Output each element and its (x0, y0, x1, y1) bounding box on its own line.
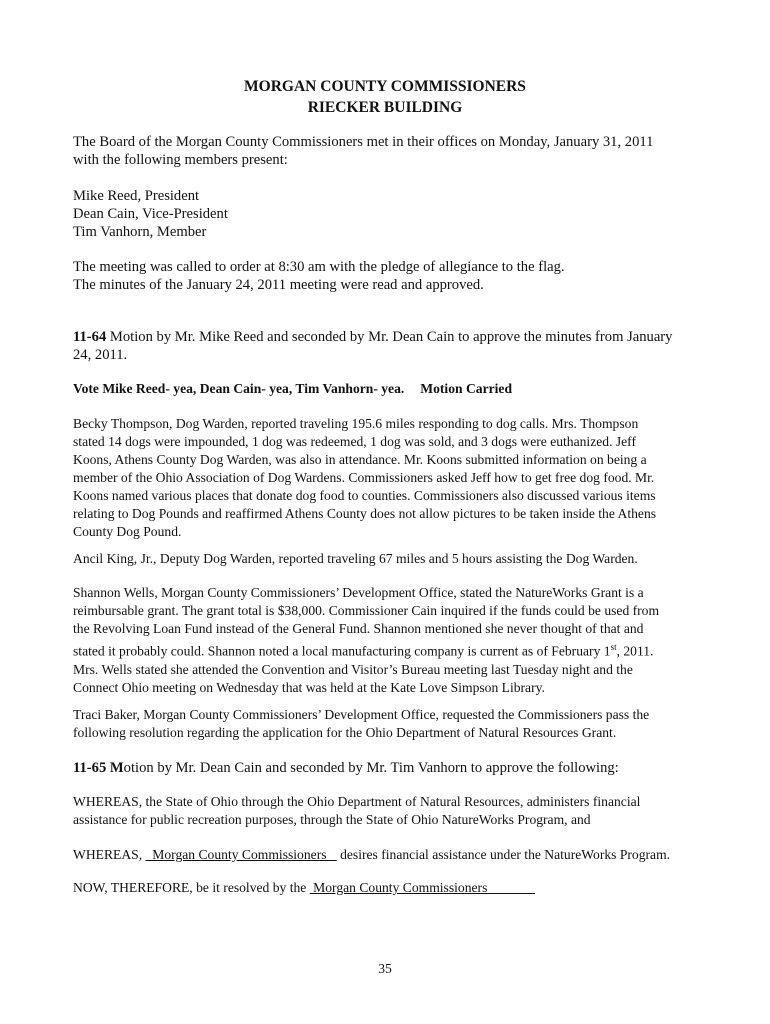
deputy-paragraph (73, 550, 705, 568)
text-line: reimbursable grant. The grant total is $38,000. Commissioner Cain inquired if the funds could be used from (73, 603, 660, 618)
intro-paragraph (73, 133, 705, 169)
traci-paragraph (73, 706, 705, 742)
underlined-entity: Morgan County Commissioners (145, 847, 337, 862)
vote-result: Motion Carried (420, 381, 513, 396)
member-item: Mike Reed, President (73, 188, 200, 204)
text-line: with the following members present: (73, 152, 288, 168)
text-line: Koons named various places that donate dog food to counties. Commissioners also discussed various items (73, 488, 656, 503)
title-line-2: RIECKER BUILDING (307, 99, 463, 116)
text-line: stated 14 dogs were impounded, 1 dog was redeemed, 1 dog was sold, and 3 dogs were euthanized. Jeff (73, 434, 636, 449)
motion-number: 11-65 M (73, 760, 124, 776)
member-item: Dean Cain, Vice-President (73, 206, 228, 222)
text-line: Becky Thompson, Dog Warden, reported traveling 195.6 miles responding to dog calls. Mrs. Thompson (73, 416, 639, 431)
text-line: assistance for public recreation purposes, through the State of Ohio NatureWorks Program, and (73, 812, 591, 827)
text-line: Connect Ohio meeting on Wednesday that was held at the Kate Love Simpson Library. (73, 679, 545, 695)
member-item: Tim Vanhorn, Member (73, 224, 207, 240)
text-line: 24, 2011. (73, 347, 128, 363)
whereas-paragraph-2: WHEREAS, Morgan County Commissioners desires financial assistance under the NatureWorks Program. (73, 847, 671, 862)
text-line: Koons, Athens County Dog Warden, was also in attendance. Mr. Koons submitted information on being a (73, 452, 647, 467)
text-line: relating to Dog Pounds and reaffirmed Athens County does not allow pictures to be taken inside the Athens (73, 506, 657, 521)
text-line: Shannon Wells, Morgan County Commissioners’ Development Office, stated the NatureWorks Grant is a (73, 585, 644, 600)
text-line (73, 328, 705, 346)
vote-line (73, 380, 705, 398)
text-line: Mrs. Wells stated she attended the Convention and Visitor’s Bureau meeting last Tuesday night and the (73, 661, 633, 677)
text-line: following resolution regarding the application for the Ohio Department of Natural Resources Grant. (73, 725, 617, 740)
motion-number: 11-64 (73, 329, 107, 345)
text-line: The minutes of the January 24, 2011 meeting were read and approved. (73, 277, 484, 293)
text-line: The Board of the Morgan County Commissioners met in their offices on Monday, January 31, 2011 (73, 134, 654, 150)
motion-text: otion by Mr. Dean Cain and seconded by Mr. Tim Vanhorn to approve the following: (123, 760, 619, 776)
text-line: The meeting was called to order at 8:30 am with the pledge of allegiance to the flag. (73, 259, 565, 275)
text-line: County Dog Pound. (73, 524, 182, 539)
motion-11-64 (73, 328, 705, 364)
page-number: 35 (378, 961, 392, 976)
dog-warden-paragraph (73, 415, 705, 541)
motion-text: Motion by Mr. Mike Reed and seconded by Mr. Dean Cain to approve the minutes from January (106, 329, 673, 345)
text-line: the Revolving Loan Fund instead of the General Fund. Shannon mentioned she never thought of that and (73, 621, 644, 636)
now-therefore-paragraph: NOW, THEREFORE, be it resolved by the Morgan County Commissioners (73, 880, 535, 895)
page-title (0, 76, 770, 118)
underlined-entity: Morgan County Commissioners (309, 880, 535, 895)
text-line: member of the Ohio Association of Dog Wardens. Commissioners asked Jeff how to get free dog food. Mr. (73, 470, 655, 485)
text-line: Ancil King, Jr., Deputy Dog Warden, reported traveling 67 miles and 5 hours assisting the Dog Warden. (73, 551, 638, 566)
shannon-paragraph (73, 584, 705, 697)
opening-paragraph (73, 258, 705, 294)
whereas-paragraph-1 (73, 793, 705, 829)
text-line (73, 759, 705, 777)
title-line-1: MORGAN COUNTY COMMISSIONERS (244, 78, 526, 95)
text-line: WHEREAS, the State of Ohio through the Ohio Department of Natural Resources, administers financial (73, 794, 641, 809)
vote-text: Vote Mike Reed- yea, Dean Cain- yea, Tim Vanhorn- yea. (73, 381, 405, 396)
text-line: stated it probably could. Shannon noted a local manufacturing company is current as of February 1st, 2011. (73, 642, 654, 659)
motion-11-65 (73, 759, 705, 777)
text-line: Traci Baker, Morgan County Commissioners’ Development Office, requested the Commissioners pass the (73, 707, 650, 722)
members-list (73, 187, 705, 241)
